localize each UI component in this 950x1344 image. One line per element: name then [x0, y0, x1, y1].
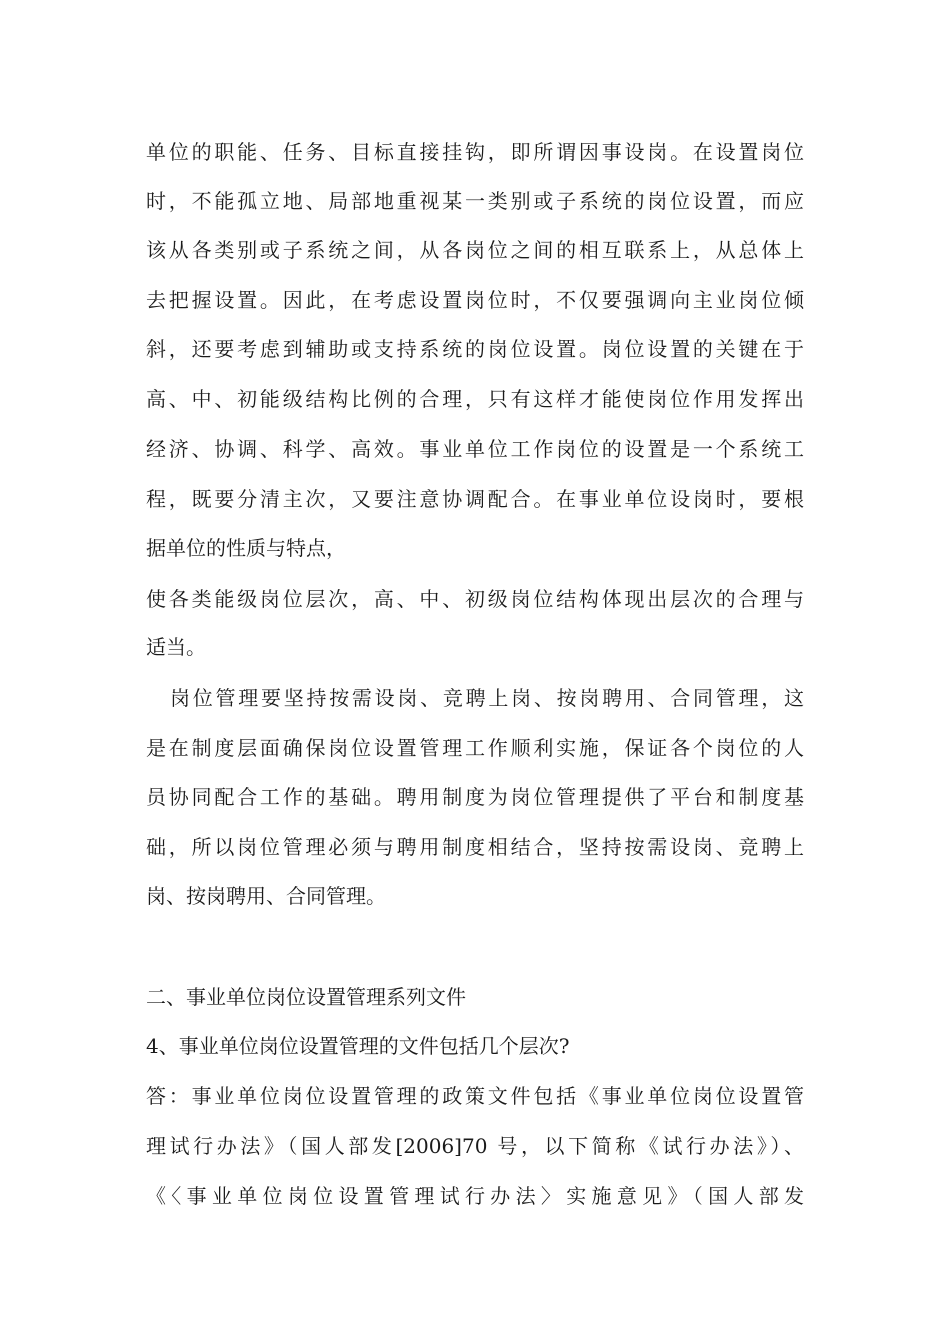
question-line: 4、事业单位岗位设置管理的文件包括几个层次? [146, 1034, 570, 1058]
answer-line: 理试行办法》（国人部发[2006]70 号，以下简称《试行办法》）、 [146, 1134, 804, 1158]
paragraph-line: 岗、按岗聘用、合同管理。 [146, 884, 386, 908]
answer-line: 《〈事业单位岗位设置管理试行办法〉实施意见》（国人部发 [146, 1184, 804, 1208]
answer-line: 答：事业单位岗位设置管理的政策文件包括《事业单位岗位设置管 [146, 1084, 804, 1108]
paragraph-line: 岗位管理要坚持按需设岗、竞聘上岗、按岗聘用、合同管理，这 [170, 686, 804, 710]
paragraph-line: 经济、协调、科学、高效。事业单位工作岗位的设置是一个系统工 [146, 437, 804, 461]
paragraph-line: 程，既要分清主次，又要注意协调配合。在事业单位设岗时，要根 [146, 487, 804, 511]
paragraph-line: 是在制度层面确保岗位设置管理工作顺利实施，保证各个岗位的人 [146, 736, 804, 760]
paragraph-line: 据单位的性质与特点， [146, 536, 346, 560]
paragraph-line: 该从各类别或子系统之间，从各岗位之间的相互联系上，从总体上 [146, 238, 804, 262]
paragraph-line: 去把握设置。因此，在考虑设置岗位时，不仅要强调向主业岗位倾 [146, 288, 804, 312]
paragraph-line: 单位的职能、任务、目标直接挂钩，即所谓因事设岗。在设置岗位 [146, 140, 804, 164]
paragraph-line: 高、中、初能级结构比例的合理，只有这样才能使岗位作用发挥出 [146, 387, 804, 411]
paragraph-line: 适当。 [146, 635, 206, 659]
paragraph-line: 员协同配合工作的基础。聘用制度为岗位管理提供了平台和制度基 [146, 785, 804, 809]
paragraph-line: 础，所以岗位管理必须与聘用制度相结合，坚持按需设岗、竞聘上 [146, 835, 804, 859]
paragraph-line: 使各类能级岗位层次，高、中、初级岗位结构体现出层次的合理与 [146, 587, 804, 611]
paragraph-line: 时，不能孤立地、局部地重视某一类别或子系统的岗位设置，而应 [146, 189, 804, 213]
section-heading: 二、事业单位岗位设置管理系列文件 [146, 985, 466, 1009]
paragraph-line: 斜，还要考虑到辅助或支持系统的岗位设置。岗位设置的关键在于 [146, 337, 804, 361]
